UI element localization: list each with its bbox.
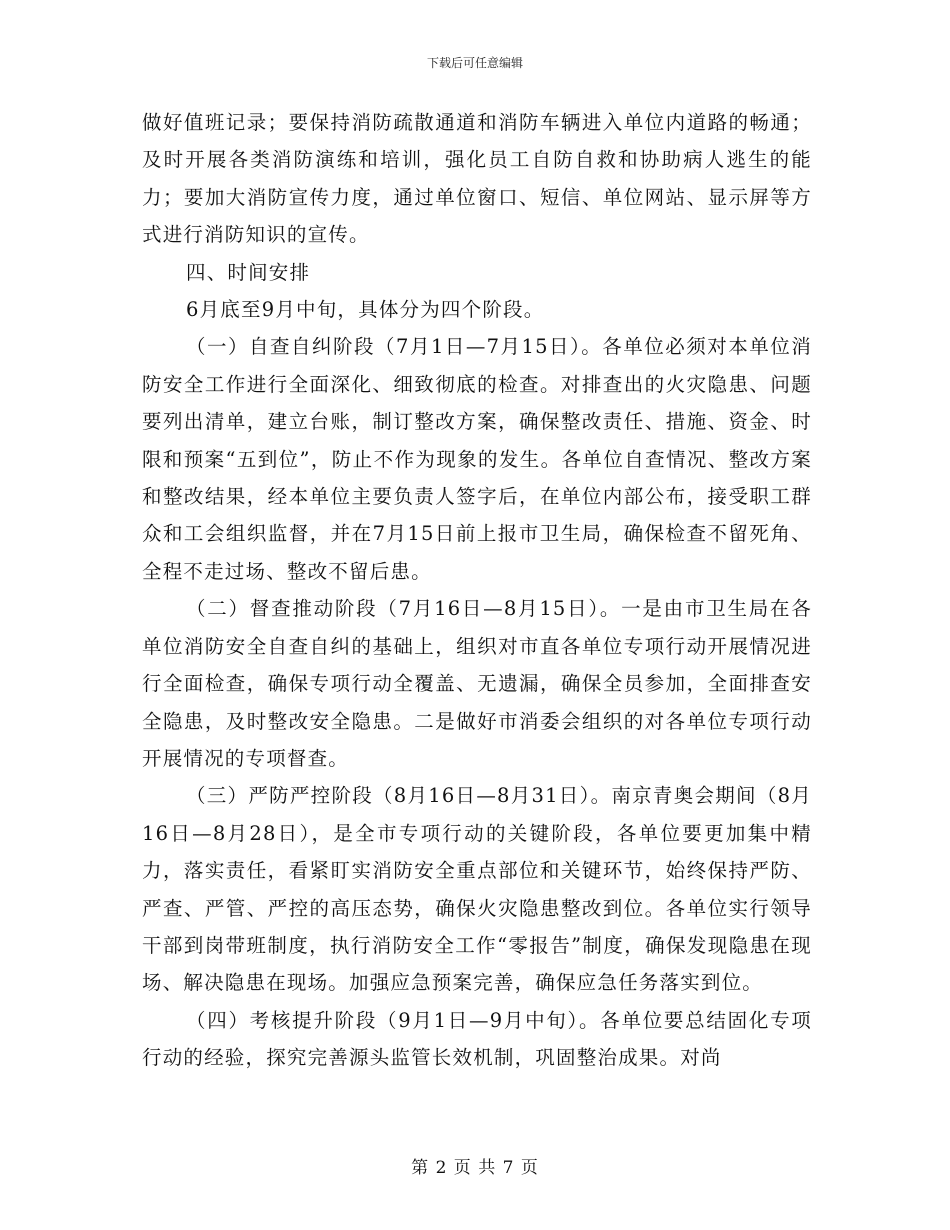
paragraph-stage-4: （四）考核提升阶段（9月1日—9月中旬）。各单位要总结固化专项行动的经验，探究完善源头监管长效机制，巩固整治成果。对尚 — [142, 1008, 812, 1070]
paragraph-continued: 做好值班记录；要保持消防疏散通道和消防车辆进入单位内道路的畅通；及时开展各类消防演练和培训，强化员工自防自救和协助病人逃生的能力；要加大消防宣传力度，通过单位窗口、短信、单位网站、显示屏等方式进行消防知识的宣传。 — [142, 111, 812, 247]
section-heading-schedule: 四、时间安排 — [186, 260, 311, 284]
page-number: 第 2 页 共 7 页 — [411, 1158, 539, 1178]
paragraph-stage-3: （三）严防严控阶段（8月16日—8月31日）。南京青奥会期间（8月16日—8月28日），是全市专项行动的关键阶段，各单位要更加集中精力，落实责任，看紧盯实消防安全重点部位和关键环节，始终保持严防、严查、严管、严控的高压态势，确保火灾隐患整改到位。各单位实行领导干部到岗带班制度，执行消防安全工作“零报告”制度，确保发现隐患在现场、解决隐患在现场。加强应急预案完善，确保应急任务落实到位。 — [142, 784, 812, 995]
paragraph-stage-2: （二）督查推动阶段（7月16日—8月15日）。一是由市卫生局在各单位消防安全自查自纠的基础上，组织对市直各单位专项行动开展情况进行全面检查，确保专项行动全覆盖、无遗漏，确保全员参加，全面排查安全隐患，及时整改安全隐患。二是做好市消委会组织的对各单位专项行动开展情况的专项督查。 — [142, 597, 812, 770]
page-header: 下载后可任意编辑 — [426, 56, 523, 70]
paragraph-stage-1: （一）自查自纠阶段（7月1日—7月15日）。各单位必须对本单位消防安全工作进行全面深化、细致彻底的检查。对排查出的火灾隐患、问题要列出清单，建立台账，制订整改方案，确保整改责任、措施、资金、时限和预案“五到位”，防止不作为现象的发生。各单位自查情况、整改方案和整改结果，经本单位主要负责人签字后，在单位内部公布，接受职工群众和工会组织监督，并在7月15日前上报市卫生局，确保检查不留死角、全程不走过场、整改不留后患。 — [142, 335, 812, 583]
document-body — [142, 104, 812, 1077]
paragraph-schedule-overview: 6月底至9月中旬，具体分为四个阶段。 — [186, 298, 545, 322]
